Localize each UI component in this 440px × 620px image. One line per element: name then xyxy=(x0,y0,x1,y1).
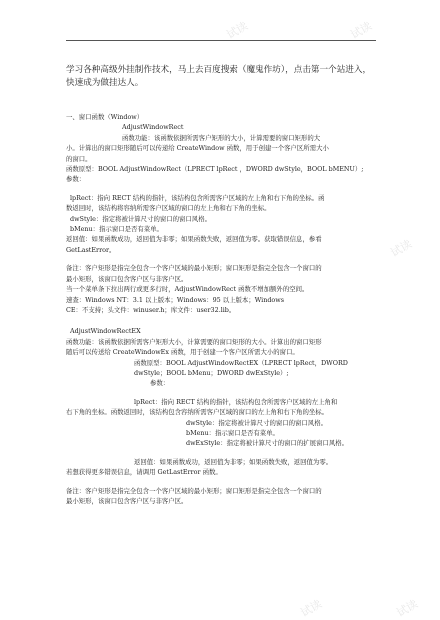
watermark: 试读 xyxy=(224,19,251,42)
text-line: CE：不支持；头文件：winuser.h；库文件：user32.lib。 xyxy=(66,305,236,314)
text-line: 函数功能：该函数依据所需客户矩形大小，计算需要的窗口矩形的大小。计算出的窗口矩形 xyxy=(66,337,322,346)
section-heading: 一、窗口函数（Window） xyxy=(66,113,144,121)
function-title: AdjustWindowRectEX xyxy=(70,327,141,336)
text-line: 右下角的坐标。函数返回时，该结构包含容纳所需客户区域的窗口的左上角和右下角的坐标。 xyxy=(66,408,329,417)
text-line: 函数功能：该函数依据所需客户矩形的大小，计算需要的窗口矩形的大 xyxy=(122,133,321,142)
text-line: bMenu：指示窗口是否有菜单。 xyxy=(70,225,163,234)
text-line: 备注：客户矩形是指完全包含一个客户区域的最小矩形；窗口矩形是指完全包含一个窗口的 xyxy=(66,486,322,495)
text-line: lpRect：指向 RECT 结构的指针，该结构包含所需客户区域的左上角和 xyxy=(134,397,338,406)
text-line: 返回值：如果函数成功，返回值为非零；如果函数失败，返回值为零。获取错误信息，参看 xyxy=(66,235,322,244)
watermark: 试读 xyxy=(394,597,421,620)
text-line: 的窗口。 xyxy=(66,154,92,163)
text-line: 函数原型：BOOL AdjustWindowRectEX（LPRECT lpRect，DWORD xyxy=(134,358,348,367)
text-line: dwStyle：指定将被计算尺寸的窗口的窗口风格。 xyxy=(186,418,327,427)
text-line: dwStyle；BOOL bMenu；DWORD dwExStyle）; xyxy=(134,368,289,377)
text-line: 小。计算出的窗口矩形随后可以传递给 CreateWindow 函数，用于创建一个客户区所需大小 xyxy=(66,144,329,153)
text-line: 速查：Windows NT：3.1 以上版本；Windows：95 以上版本；Windows xyxy=(66,295,285,304)
watermark: 试读 xyxy=(298,597,325,620)
text-line: 最小矩形，该窗口包含客户区与非客户区。 xyxy=(66,274,188,283)
text-line: 参数： xyxy=(150,379,170,388)
text-line: lpRect：指向 RECT 结构的指针，该结构包含所需客户区域的左上角和右下角的坐标。函 xyxy=(70,193,325,202)
text-line: 当一个菜单条下拉出两行或更多行时，AdjustWindowRect 函数不增加额外的空间。 xyxy=(66,285,309,294)
text-line: dwExStyle：指定将被计算尺寸的窗口的扩展窗口风格。 xyxy=(186,439,349,448)
text-line: GetLastError。 xyxy=(66,245,116,254)
text-line: dwStyle：指定将被计算尺寸的窗口的窗口风格。 xyxy=(70,214,211,223)
text-line: 随后可以传送给 CreateWindowEx 函数，用于创建一个客户区所需大小的窗口。 xyxy=(66,348,299,357)
watermark: 试读 xyxy=(388,237,415,260)
intro-paragraph: 学习各种高级外挂制作技术，马上去百度搜索（魔鬼作坊），点击第一个站进入，快速成为做挂达人。 xyxy=(66,65,372,88)
watermark: 试读 xyxy=(348,19,375,42)
text-line: 返回值：如果函数成功，返回值为非零；如果函数失败，返回值为零。 xyxy=(134,457,333,466)
text-line: bMenu：指示窗口是否有菜单。 xyxy=(186,428,279,437)
header-rule xyxy=(66,40,376,41)
document-body xyxy=(66,112,378,506)
text-line: 备注：客户矩形是指完全包含一个客户区域的最小矩形；窗口矩形是指完全包含一个窗口的 xyxy=(66,264,322,273)
text-line: 参数： xyxy=(66,175,86,184)
text-line: 若想获得更多错误信息，请调用 GetLastError 函数。 xyxy=(66,468,222,477)
text-line: 最小矩形，该窗口包含客户区与非客户区。 xyxy=(66,497,188,505)
text-line: 数返回时，该结构将容纳所需客户区域的窗口的左上角和右下角的坐标。 xyxy=(66,204,271,213)
function-title: AdjustWindowRect xyxy=(122,123,184,132)
text-line: 函数原型：BOOL AdjustWindowRect（LPRECT lpRect ，DWORD dwStyle，BOOL bMENU）; xyxy=(66,165,364,174)
